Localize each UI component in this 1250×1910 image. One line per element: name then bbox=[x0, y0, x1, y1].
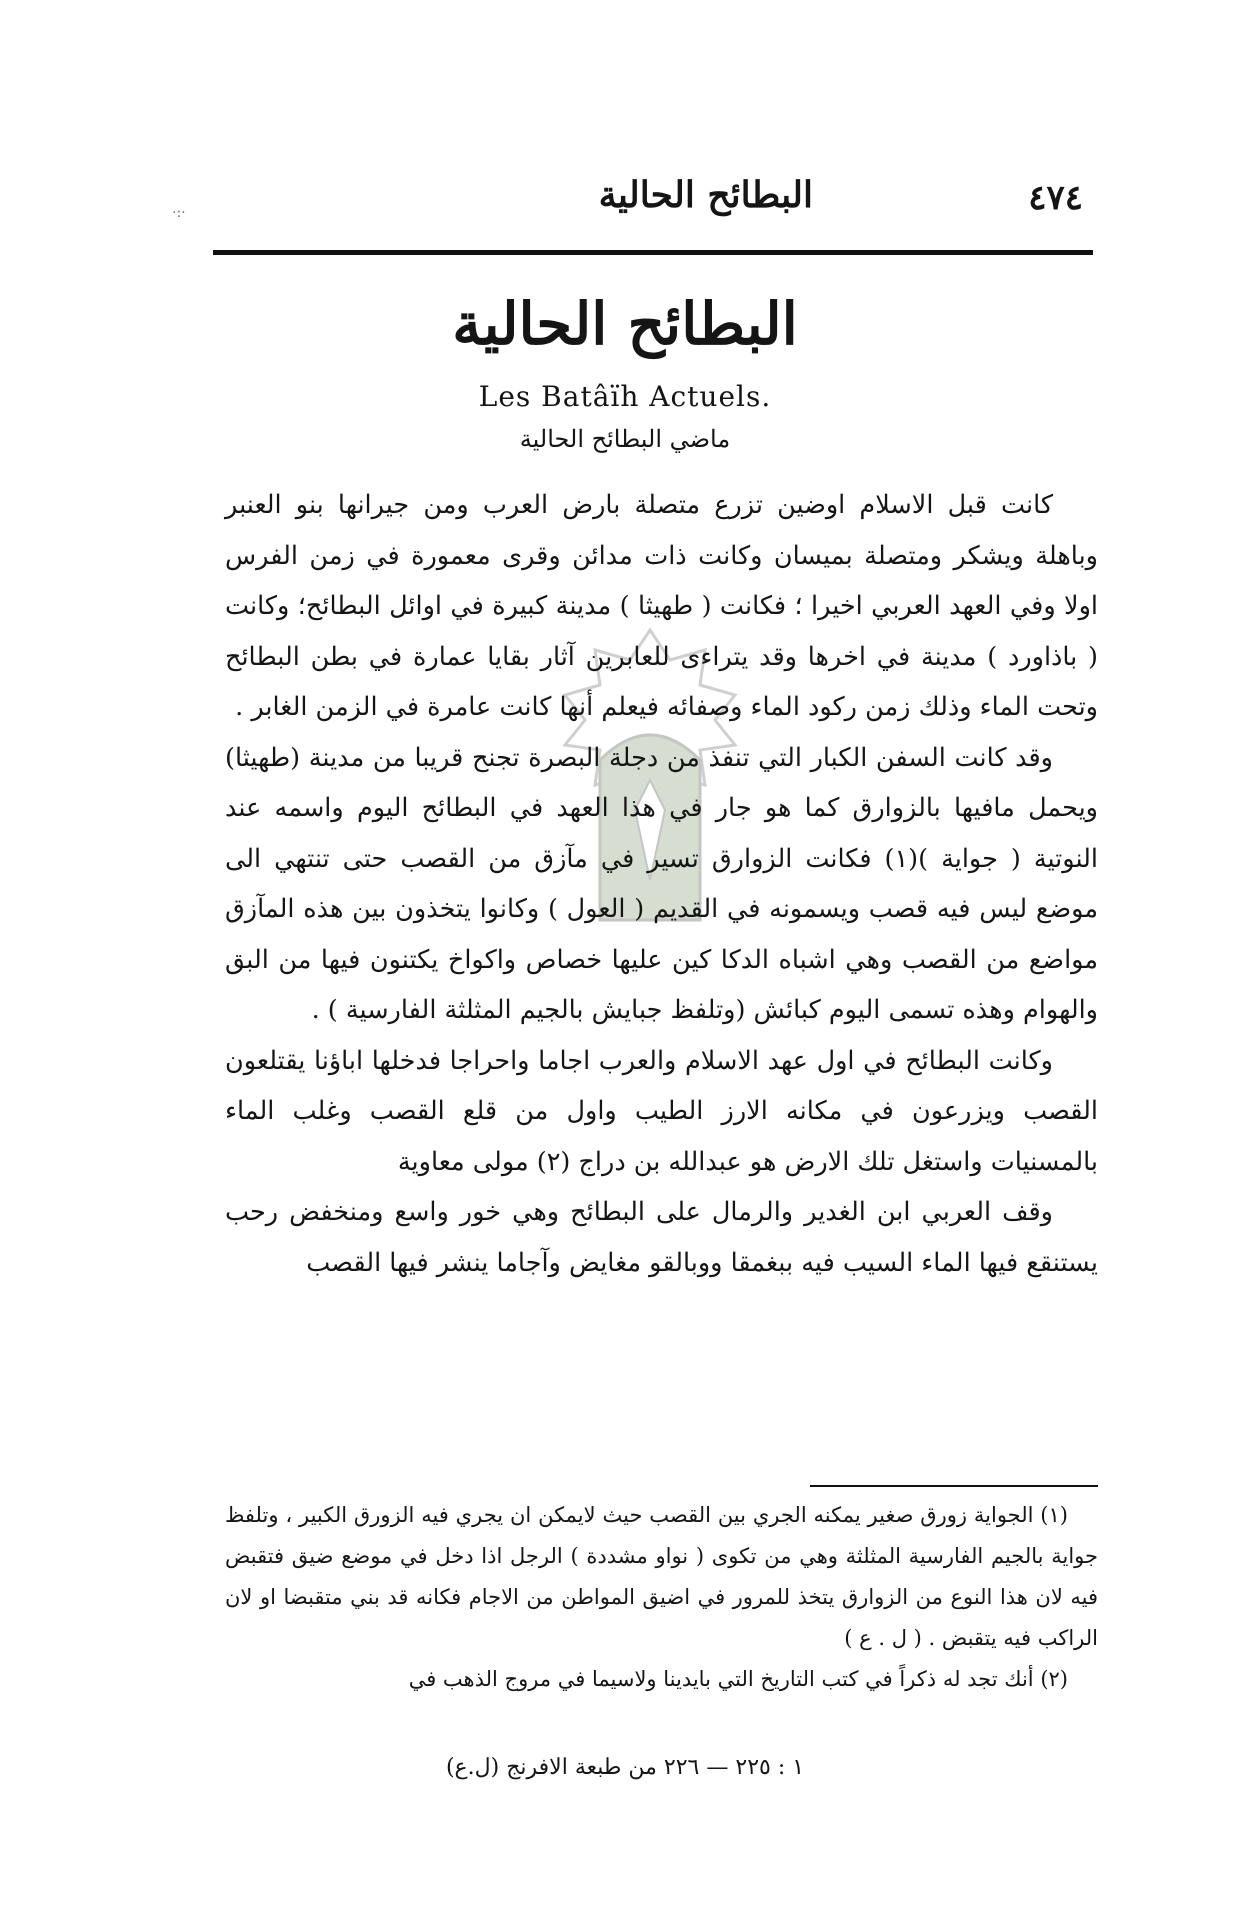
footnotes bbox=[225, 1495, 1098, 1700]
paragraph: وكانت البطائح في اول عهد الاسلام والعرب اجاما واحراجا فدخلها اباؤنا يقتلعون القصب ويزرعون في مكانه الارز الطيب واول من قلع القصب وغلب الماء بالمسنيات واستغل تلك الارض هو عبدالله بن دراج (٢) مولى معاوية bbox=[225, 1045, 1098, 1177]
paragraph: كانت قبل الاسلام اوضين تزرع متصلة بارض العرب ومن جيرانها بنو العنبر وباهلة ويشكر ومتصلة بميسان وكانت ذات مدائن وقرى معمورة في زمن الفرس اولا وفي العهد العربي اخيرا ؛ فكانت ( طهيثا ) مدينة كبيرة في اوائل البطائح؛ وكانت ( باذاورد ) مدينة في اخرها وقد يتراءى للعابرين آثار بقايا عمارة في بطن البطائح وتحت الماء وذلك زمن ركود الماء وصفائه فيعلم أنها كانت عامرة في الزمن الغابر . bbox=[225, 490, 1098, 722]
page-number: ٤٧٤ bbox=[1028, 178, 1083, 218]
body-text bbox=[225, 480, 1098, 1288]
footnote-rule bbox=[810, 1485, 1098, 1487]
paragraph: وقد كانت السفن الكبار التي تنفذ من دجلة البصرة تجنح قريبا من مدينة (طهيثا) ويحمل مافيها بالزوارق كما هو جار في هذا العهد في البطائح اليوم واسمه عند النوتية ( جواية )(١) فكانت الزوارق تسير في مآزق من القصب حتى تنتهي الى موضع ليس فيه قصب ويسمونه في القديم ( العول ) وكانوا يتخذون بين هذه المآزق مواضع من القصب وهي اشباه الدكا كين عليها خصاص واكواخ يكتنون فيها من البق والهوام وهذه تسمى اليوم كبائش (وتلفظ جبايش بالجيم المثلثة الفارسية ) . bbox=[225, 742, 1099, 1025]
chapter-title: البطائح الحالية bbox=[452, 290, 798, 358]
footnote-continuation: ١ : ٢٢٥ — ٢٢٦ من طبعة الافرنج (ل.ع) bbox=[445, 1755, 805, 1780]
paragraph: وقف العربي ابن الغدير والرمال على البطائح وهي خور واسع ومنخفض رحب يستنقع فيها الماء السيب فيه ببغمقا ووبالقو مغايض وآجاما ينشر فيها القصب bbox=[225, 1197, 1098, 1278]
footnote: (٢) أنك تجد له ذكراً في كتب التاريخ التي بايدينا ولاسيما في مروج الذهب في bbox=[408, 1667, 1068, 1691]
latin-subtitle: Les Batâïh Actuels. bbox=[478, 380, 772, 413]
header-rule bbox=[213, 250, 1093, 255]
running-title: البطائح الحالية bbox=[598, 174, 813, 216]
margin-mark: ·:· bbox=[172, 205, 186, 221]
footnote: (١) الجواية زورق صغير يمكنه الجري بين القصب حيث لايمكن ان يجري فيه الزورق الكبير ، وتلفظ جواية بالجيم الفارسية المثلثة وهي من تكوى ( نواو مشددة ) الرجل اذا دخل في موضع ضيق فتقبض فيه لان هذا النوع من الزوارق يتخذ للمرور في اضيق المواطن من الاجام فكانه قد بني متقبضا او لان الراكب فيه يتقبض . ( ل . ع ) bbox=[225, 1503, 1098, 1650]
running-header bbox=[213, 170, 1083, 240]
section-heading: ماضي البطائح الحالية bbox=[519, 425, 731, 453]
